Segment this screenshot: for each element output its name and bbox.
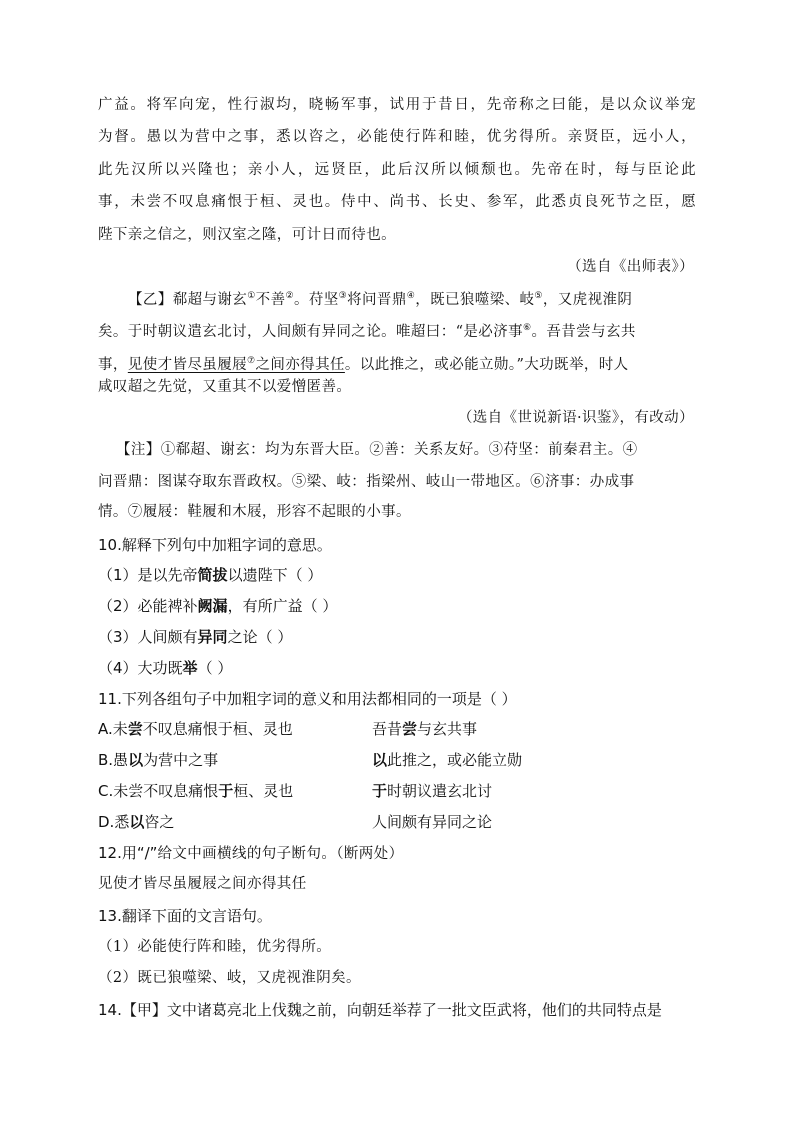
q10-stem: 10.解释下列句中加粗字词的意思。: [98, 536, 332, 554]
q13-item-1: （1）必能使行阵和睦，优劣得所。: [98, 939, 332, 955]
q12-stem: 12.用“/”给文中画横线的句子断句。（断两处）: [98, 844, 404, 862]
q10-item-4: （4）大功既举（ ）: [98, 659, 233, 677]
jia-line-5: 陛下亲之信之，则汉室之隆，可计日而待也。: [98, 227, 396, 243]
q11-option-d-left: D.悉以咨之: [98, 813, 175, 831]
yi-line-1: 【乙】郗超与谢玄①不善②。苻坚③将问晋鼎④，既已狼噬梁、岐⑤，又虎视淮阴: [128, 291, 633, 308]
q11-option-c-left: C.未尝不叹息痛恨于桓、灵也: [98, 782, 294, 800]
q11-option-b-right: 以此推之，或必能立勋: [372, 751, 523, 769]
notes-line-3: 情。⑦履屐：鞋履和木屐，形容不起眼的小事。: [98, 504, 411, 520]
yi-line-3: 事，见使才皆尽虽履屐⑦之间亦得其任。以此推之，或必能立勋。”大功既举，时人: [98, 356, 629, 373]
q11-option-d-right: 人间颇有异同之论: [372, 813, 493, 831]
q10-item-2: （2）必能裨补阙漏，有所广益（ ）: [98, 597, 338, 615]
notes-line-1: 【注】①郗超、谢玄：均为东晋大臣。②善：关系友好。③苻坚：前秦君主。④: [116, 442, 638, 458]
q13-item-2: （2）既已狼噬梁、岐，又虎视淮阴矣。: [98, 970, 361, 986]
notes-line-2: 问晋鼎：图谋夺取东晋政权。⑤梁、岐：指梁州、岐山一带地区。⑥济事：办成事: [98, 474, 635, 490]
jia-line-3: 此先汉所以兴隆也；亲小人，远贤臣，此后汉所以倾颓也。先帝在时，每与臣论此: [98, 162, 696, 178]
underlined-sentence: 见使才皆尽虽履屐⑦之间亦得其任: [127, 356, 345, 373]
q11-option-c-right: 于时朝议遣玄北讨: [372, 782, 493, 800]
yi-source: （选自《世说新语·识鉴》，有改动）: [457, 410, 694, 426]
q10-item-1: （1）是以先帝简拔以遗陛下（ ）: [98, 566, 323, 584]
q11-option-a-right: 吾昔尝与玄共事: [372, 720, 478, 738]
q10-item-3: （3）人间颇有异同之论（ ）: [98, 628, 293, 646]
q12-sentence: 见使才皆尽虽履屐之间亦得其任: [98, 876, 307, 892]
q11-option-b-left: B.愚以为营中之事: [98, 751, 219, 769]
yi-line-4: 咸叹超之先觉，又重其不以爱憎匿善。: [98, 379, 352, 395]
jia-line-2: 为督。愚以为营中之事，悉以咨之，必能使行阵和睦，优劣得所。亲贤臣，远小人，: [98, 129, 696, 145]
jia-source: （选自《出师表》）: [567, 259, 694, 275]
jia-line-1: 广益。将军向宠，性行淑均，晓畅军事，试用于昔日，先帝称之曰能，是以众议举宠: [98, 97, 696, 113]
q11-stem: 11.下列各组句子中加粗字词的意义和用法都相同的一项是（ ）: [98, 690, 517, 708]
q14-stem: 14.【甲】文中诸葛亮北上伐魏之前，向朝廷举荐了一批文臣武将，他们的共同特点是: [98, 1001, 662, 1019]
jia-line-4: 事，未尝不叹息痛恨于桓、灵也。侍中、尚书、长史、参军，此悉贞良死节之臣，愿: [98, 194, 696, 210]
q13-stem: 13.翻译下面的文言语句。: [98, 907, 272, 925]
yi-line-2: 矣。于时朝议遣玄北讨，人间颇有异同之论。唯超曰：“是必济事⑥。吾昔尝与玄共: [98, 323, 636, 340]
q11-option-a-left: A.未尝不叹息痛恨于桓、灵也: [98, 720, 293, 738]
